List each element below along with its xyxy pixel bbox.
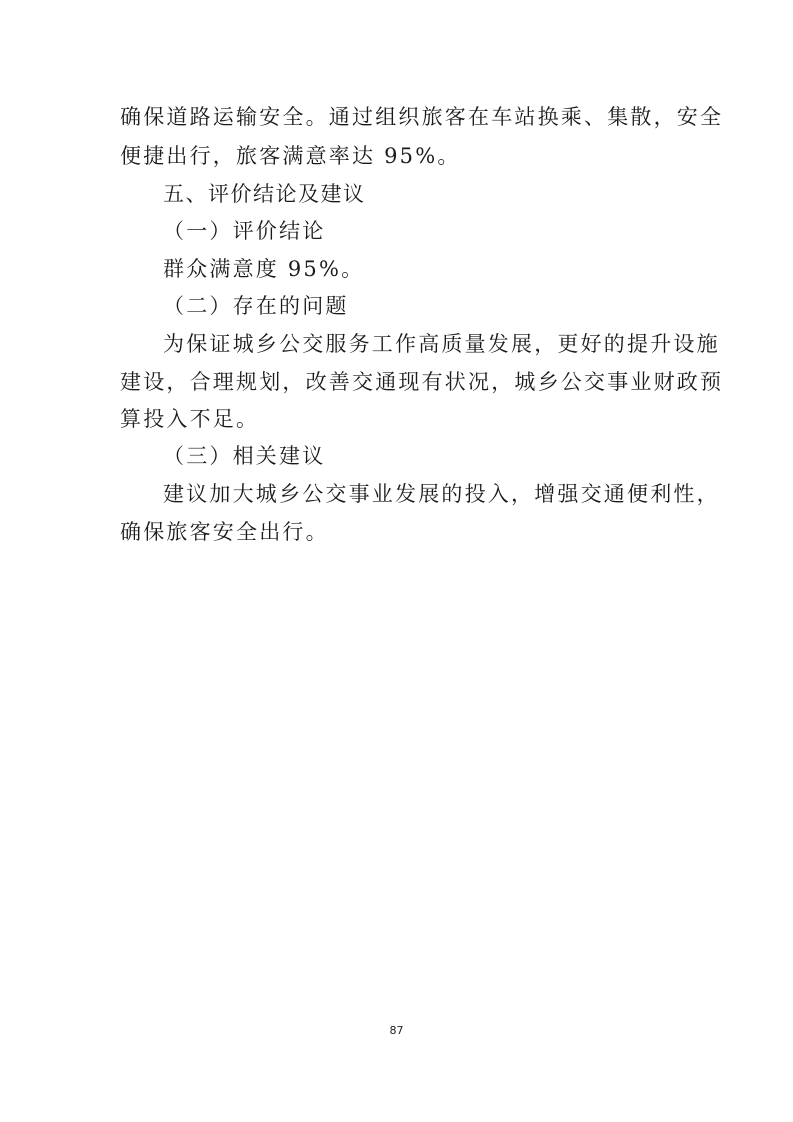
subsection-heading: （一）评价结论 [163,219,326,243]
subsection-heading: （三）相关建议 [163,444,326,468]
paragraph-line: 建议加大城乡公交事业发展的投入，增强交通便利性， [163,482,720,506]
paragraph-line: 确保道路运输安全。通过组织旅客在车站换乘、集散，安全 [120,105,724,129]
section-heading: 五、评价结论及建议 [163,182,366,206]
subsection-heading: （二）存在的问题 [163,294,349,318]
paragraph-line: 便捷出行，旅客满意率达 95%。 [120,144,461,168]
paragraph-line: 建设，合理规划，改善交通现有状况，城乡公交事业财政预 [120,370,724,394]
paragraph-line: 群众满意度 95%。 [163,257,365,281]
paragraph-line: 为保证城乡公交服务工作高质量发展，更好的提升设施 [163,332,720,356]
paragraph-line: 确保旅客安全出行。 [120,520,329,544]
page-number: 87 [389,1024,404,1037]
paragraph-line: 算投入不足。 [120,407,260,431]
